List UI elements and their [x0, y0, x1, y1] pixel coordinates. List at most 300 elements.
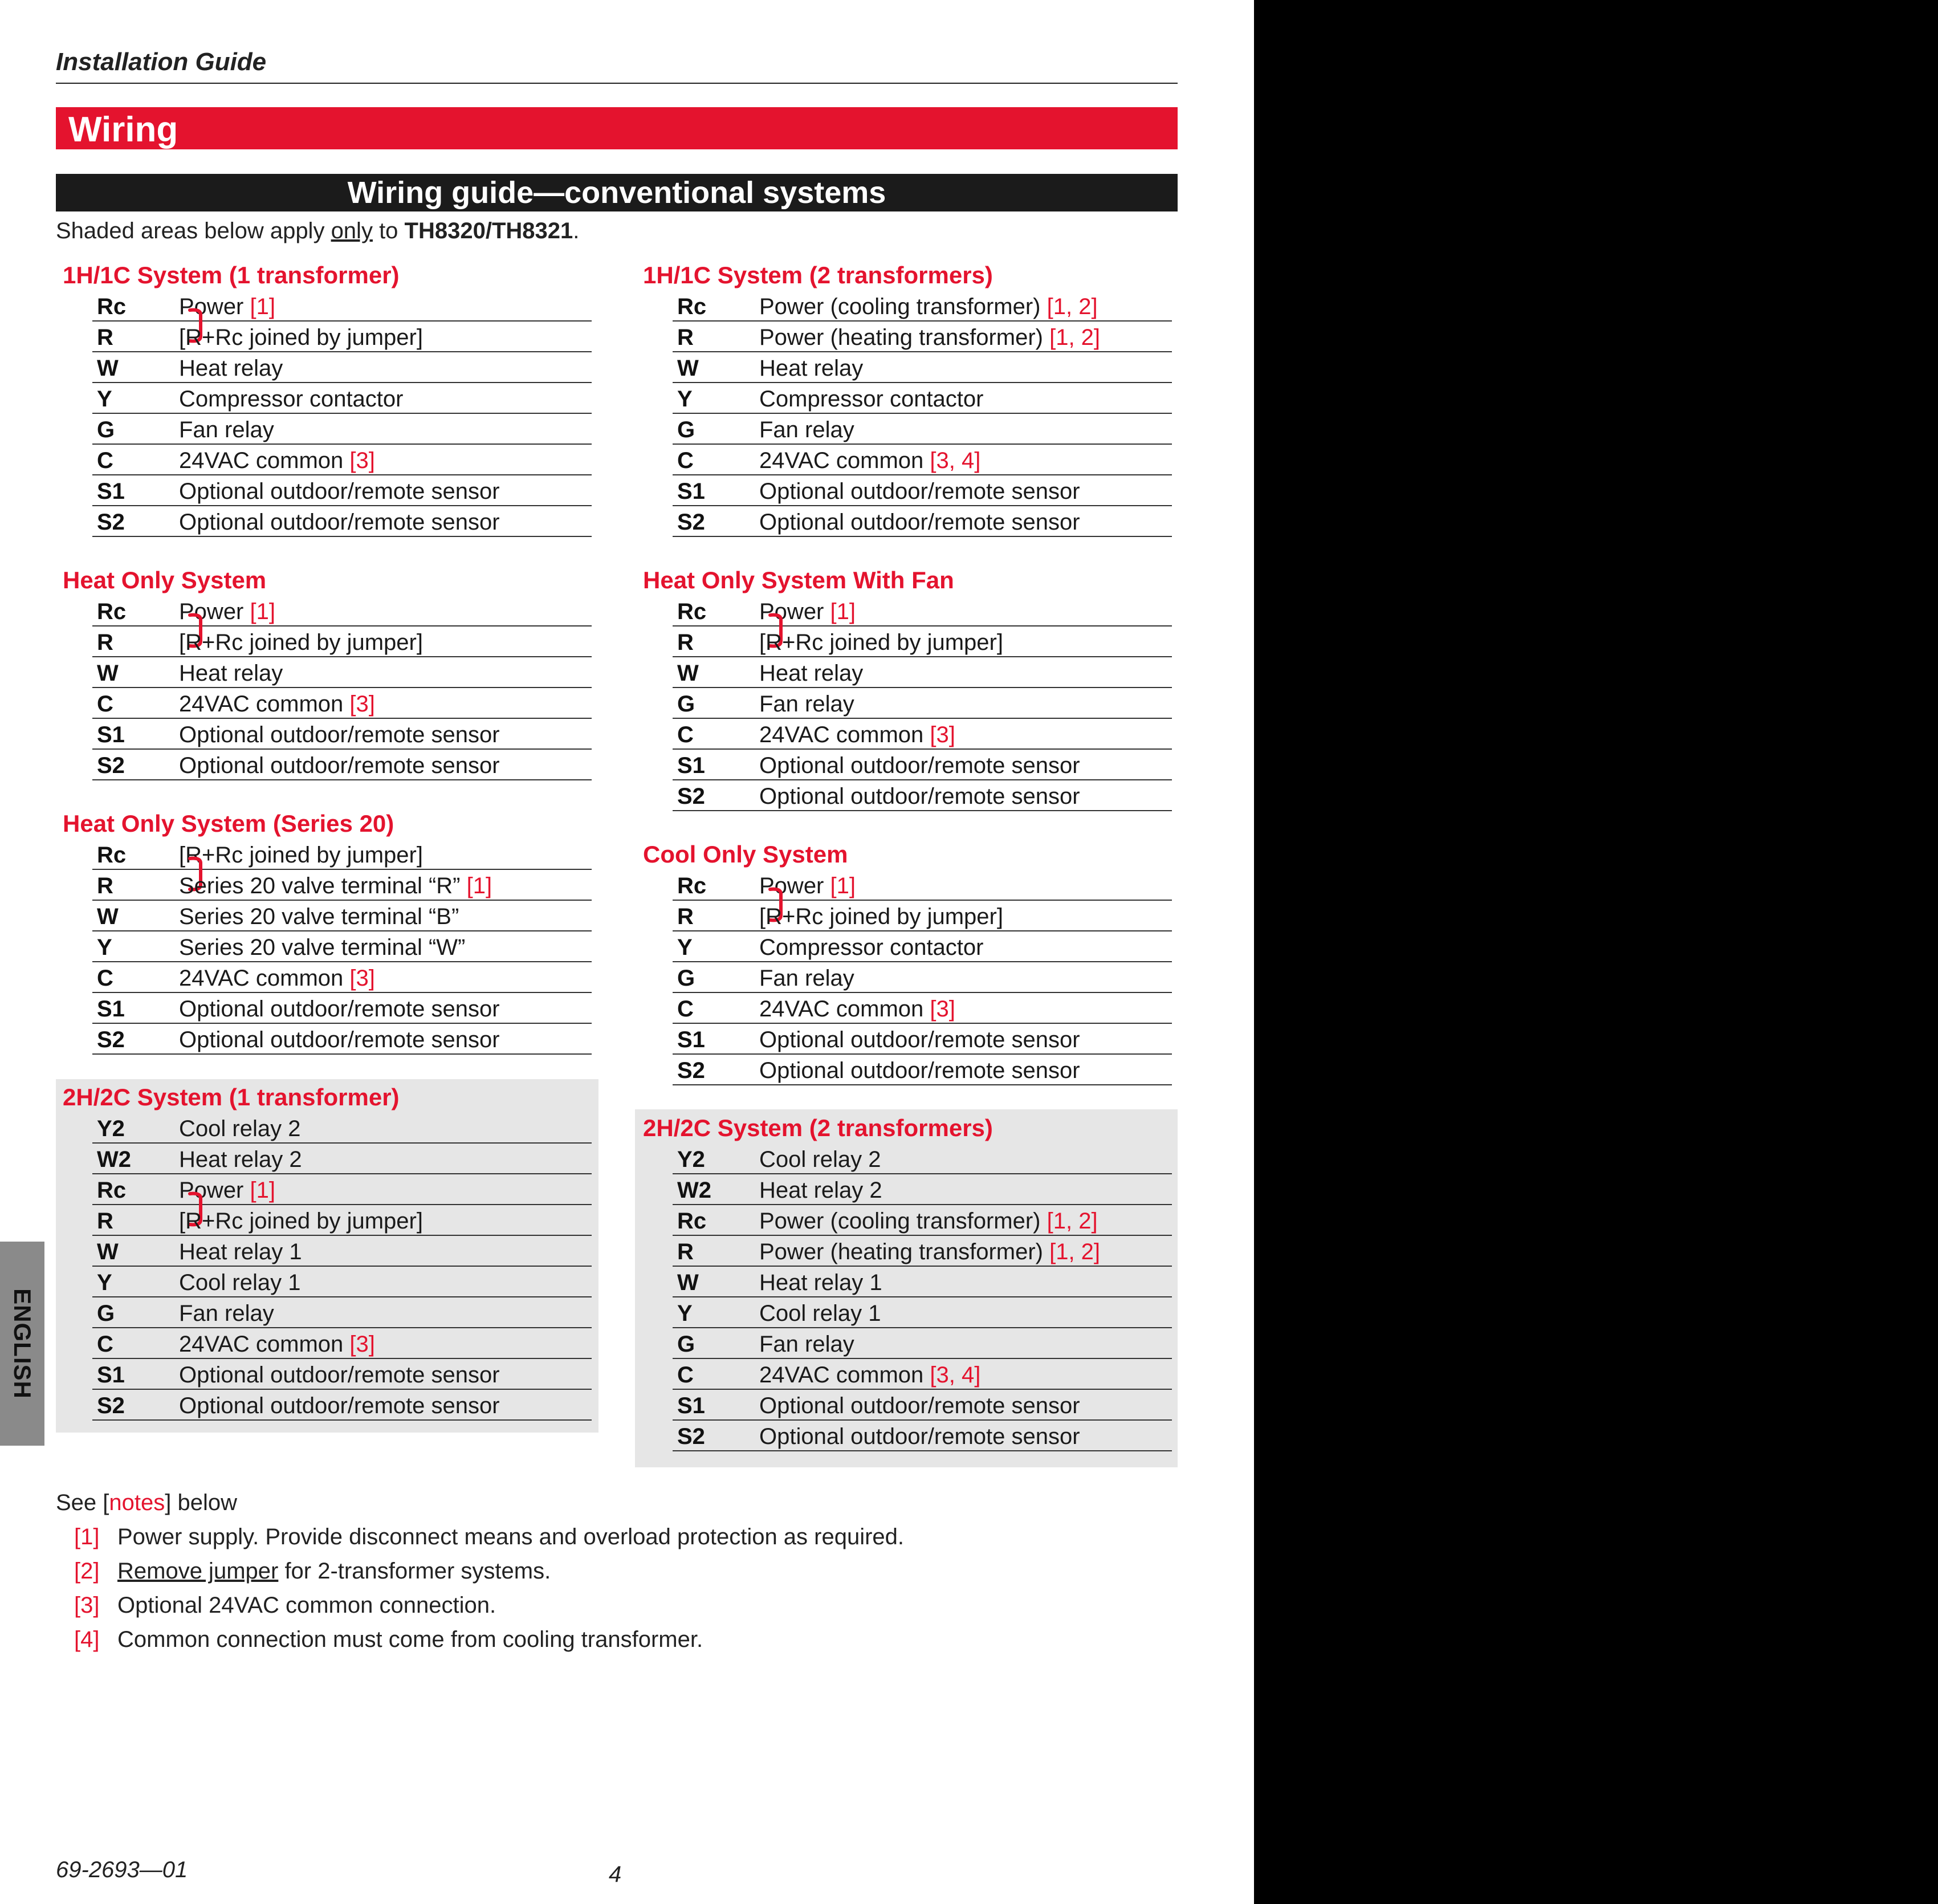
row-rule: [673, 536, 1172, 537]
description-text: Fan relay: [759, 417, 854, 442]
terminal-row: [92, 993, 592, 1024]
description-text: Heat relay: [759, 356, 864, 381]
terminal-label: R: [97, 630, 113, 655]
terminal-row: [92, 626, 592, 657]
terminal-row: [673, 596, 1172, 626]
system-table: [636, 565, 1161, 811]
terminal-label: Rc: [677, 1209, 707, 1234]
system-table: [56, 260, 580, 537]
terminal-row: [92, 414, 592, 445]
description-text: 24VAC common: [179, 966, 344, 991]
terminal-label: C: [97, 448, 113, 473]
terminal-row: [92, 352, 592, 383]
note-reference[interactable]: [3]: [349, 1332, 375, 1357]
note-number: [1]: [74, 1524, 100, 1549]
terminal-row: [673, 1421, 1172, 1451]
terminal-label: Rc: [97, 1178, 127, 1203]
description-text: Series 20 valve terminal “B”: [179, 904, 459, 929]
subsection-banner: [56, 174, 1178, 211]
terminal-row: [92, 1359, 592, 1390]
terminal-label: Y: [677, 1301, 693, 1326]
terminal-label: W2: [97, 1147, 131, 1172]
note-text: Common connection must come from cooling transformer.: [117, 1627, 703, 1652]
description-text: Fan relay: [759, 691, 854, 717]
terminal-label: Rc: [97, 843, 127, 868]
terminal-description: [759, 1058, 1080, 1084]
system-title: 2H/2C System (2 transformers): [643, 1114, 993, 1141]
system-title: 2H/2C System (1 transformer): [63, 1084, 400, 1110]
terminal-description: [759, 1239, 1100, 1265]
terminal-description: [759, 1209, 1098, 1234]
description-text: Cool relay 2: [179, 1116, 301, 1141]
terminal-description: [179, 935, 465, 961]
description-text: [R+Rc joined by jumper]: [759, 630, 1003, 655]
terminal-row: [92, 506, 592, 537]
terminal-row: [673, 506, 1172, 537]
row-rule: [92, 536, 592, 537]
description-text: Optional outdoor/remote sensor: [179, 753, 500, 778]
description-text: Power: [179, 1178, 244, 1203]
terminal-description: [179, 1209, 423, 1234]
row-rule: [673, 1450, 1172, 1451]
terminal-label: Rc: [677, 599, 707, 624]
intro-text-part: Shaded areas below apply: [56, 218, 331, 243]
terminal-label: Rc: [97, 599, 127, 624]
terminal-description: [179, 904, 459, 930]
terminal-label: R: [97, 873, 113, 898]
terminal-description: [759, 356, 863, 381]
terminal-label: W: [677, 661, 699, 686]
description-text: Heat relay 2: [179, 1147, 302, 1172]
terminal-label: W: [97, 356, 119, 381]
description-text: Fan relay: [759, 1332, 854, 1357]
terminal-row: [673, 1144, 1172, 1174]
terminal-description: [759, 661, 863, 686]
terminal-row: [92, 1024, 592, 1055]
terminal-row: [92, 870, 592, 901]
language-tab-label: ENGLISH: [9, 1288, 36, 1399]
note-reference[interactable]: [3, 4]: [930, 1362, 981, 1388]
terminal-row: [673, 1055, 1172, 1085]
terminal-label: S2: [677, 510, 705, 535]
terminal-description: [759, 387, 983, 412]
terminal-row: [92, 1390, 592, 1421]
terminal-row: [92, 1267, 592, 1297]
terminal-row: [673, 1267, 1172, 1297]
terminal-label: G: [97, 417, 115, 442]
terminal-row: [673, 1390, 1172, 1421]
terminal-description: [759, 294, 1098, 320]
description-text: Cool relay 2: [759, 1147, 881, 1172]
terminal-label: W: [97, 661, 119, 686]
terminal-row: [673, 780, 1172, 811]
row-rule: [673, 1084, 1172, 1085]
description-text: [R+Rc joined by jumper]: [179, 843, 423, 868]
terminal-row: [92, 322, 592, 352]
terminal-label: Rc: [677, 873, 707, 898]
description-text: Heat relay: [759, 661, 864, 686]
terminal-label: W2: [677, 1178, 711, 1203]
terminal-label: C: [677, 996, 694, 1022]
terminal-label: S2: [97, 510, 125, 535]
terminal-description: [179, 479, 500, 505]
terminal-row: [92, 839, 592, 870]
description-text: Power (heating transformer): [759, 1239, 1043, 1264]
notes-intro: [56, 1490, 237, 1516]
terminal-row: [673, 931, 1172, 962]
terminal-row: [673, 688, 1172, 719]
terminal-description: [179, 661, 283, 686]
terminal-label: G: [677, 966, 695, 991]
description-text: Cool relay 1: [179, 1270, 301, 1295]
terminal-label: C: [677, 1362, 694, 1388]
terminal-description: [759, 510, 1080, 535]
terminal-description: [179, 1270, 300, 1296]
system-title: Heat Only System: [63, 567, 267, 593]
terminal-label: Y2: [677, 1147, 705, 1172]
system-table: [636, 1113, 1161, 1451]
terminal-row: [92, 475, 592, 506]
terminal-description: [759, 996, 955, 1022]
terminal-description: [759, 904, 1003, 930]
terminal-row: [92, 596, 592, 626]
terminal-description: [759, 722, 955, 748]
row-rule: [92, 1419, 592, 1421]
terminal-row: [673, 1297, 1172, 1328]
terminal-description: [179, 387, 403, 412]
terminal-label: S2: [677, 1058, 705, 1083]
note-reference[interactable]: [3, 4]: [930, 448, 981, 473]
terminal-row: [92, 1113, 592, 1144]
terminal-description: [179, 356, 283, 381]
terminal-label: R: [97, 325, 113, 350]
terminal-label: C: [97, 691, 113, 717]
terminal-label: G: [677, 691, 695, 717]
description-text: [R+Rc joined by jumper]: [179, 1209, 423, 1234]
description-text: Fan relay: [759, 966, 854, 991]
terminal-row: [92, 1174, 592, 1205]
terminal-row: [92, 1328, 592, 1359]
note-text: Optional 24VAC common connection.: [117, 1593, 496, 1618]
description-text: Compressor contactor: [179, 387, 404, 412]
terminal-row: [673, 1024, 1172, 1055]
terminal-row: [673, 414, 1172, 445]
terminal-row: [673, 352, 1172, 383]
description-text: 24VAC common: [179, 691, 344, 717]
terminal-label: Rc: [677, 294, 707, 319]
terminal-row: [92, 719, 592, 750]
description-text: Cool relay 1: [759, 1301, 881, 1326]
terminal-label: G: [677, 417, 695, 442]
terminal-row: [673, 962, 1172, 993]
row-rule: [673, 810, 1172, 811]
terminal-row: [92, 1205, 592, 1236]
terminal-label: R: [677, 630, 694, 655]
note-reference[interactable]: [1, 2]: [1049, 1239, 1101, 1264]
terminal-row: [92, 1236, 592, 1267]
terminal-description: [179, 1116, 300, 1142]
row-rule: [92, 1053, 592, 1055]
description-text: Power (cooling transformer): [759, 1209, 1041, 1234]
description-text: 24VAC common: [179, 1332, 344, 1357]
terminal-row: [92, 657, 592, 688]
note-1: [74, 1524, 904, 1550]
terminal-label: S2: [677, 784, 705, 809]
note-number: [3]: [74, 1593, 100, 1618]
terminal-label: C: [677, 448, 694, 473]
terminal-label: S1: [677, 1393, 705, 1418]
note-text: for 2-transformer systems.: [278, 1559, 551, 1584]
terminal-description: [179, 417, 274, 443]
description-text: Optional outdoor/remote sensor: [759, 1393, 1080, 1418]
description-text: 24VAC common: [179, 448, 344, 473]
note-reference[interactable]: [1, 2]: [1049, 325, 1101, 350]
description-text: Heat relay 1: [759, 1270, 882, 1295]
note-4: [74, 1627, 703, 1653]
terminal-row: [673, 383, 1172, 414]
terminal-label: S1: [677, 753, 705, 778]
description-text: 24VAC common: [759, 722, 924, 747]
note-reference[interactable]: [3]: [930, 722, 955, 747]
terminal-label: Y: [677, 935, 693, 960]
terminal-row: [92, 750, 592, 780]
note-reference[interactable]: [1]: [250, 294, 275, 319]
description-text: Optional outdoor/remote sensor: [759, 1424, 1080, 1449]
description-text: [R+Rc joined by jumper]: [179, 325, 423, 350]
description-text: Compressor contactor: [759, 387, 984, 412]
notes-link[interactable]: notes: [109, 1490, 165, 1515]
terminal-description: [759, 753, 1080, 779]
terminal-label: Rc: [97, 294, 127, 319]
terminal-label: S1: [677, 479, 705, 504]
terminal-label: S1: [677, 1027, 705, 1052]
terminal-description: [759, 691, 854, 717]
note-reference[interactable]: [1]: [466, 873, 492, 898]
terminal-row: [92, 901, 592, 931]
terminal-description: [179, 510, 500, 535]
terminal-row: [673, 291, 1172, 322]
description-text: Fan relay: [179, 417, 274, 442]
note-reference[interactable]: [1]: [250, 1178, 275, 1203]
terminal-description: [179, 843, 423, 868]
note-reference[interactable]: [1]: [830, 873, 856, 898]
system-table: [56, 565, 580, 780]
notes-intro-part: ] below: [165, 1490, 238, 1515]
terminal-label: S1: [97, 479, 125, 504]
black-margin-panel: [1254, 0, 1938, 1904]
intro-text: [56, 218, 579, 244]
terminal-description: [179, 1332, 375, 1357]
terminal-row: [92, 383, 592, 414]
note-reference[interactable]: [3]: [349, 448, 375, 473]
description-text: Optional outdoor/remote sensor: [179, 479, 500, 504]
terminal-label: C: [97, 1332, 113, 1357]
terminal-row: [673, 750, 1172, 780]
terminal-label: Y: [97, 935, 112, 960]
terminal-label: S1: [97, 1362, 125, 1388]
description-text: [R+Rc joined by jumper]: [759, 904, 1003, 929]
description-text: Heat relay 2: [759, 1178, 882, 1203]
description-text: Series 20 valve terminal “W”: [179, 935, 466, 960]
terminal-row: [673, 445, 1172, 475]
terminal-description: [759, 479, 1080, 505]
terminal-description: [759, 935, 983, 961]
subsection-title: Wiring guide—conventional systems: [347, 176, 886, 210]
terminal-label: W: [677, 356, 699, 381]
terminal-row: [673, 1328, 1172, 1359]
note-reference[interactable]: [1]: [830, 599, 856, 624]
description-text: Power: [179, 294, 244, 319]
terminal-description: [179, 1239, 302, 1265]
terminal-description: [759, 966, 854, 991]
description-text: Power (heating transformer): [759, 325, 1043, 350]
terminal-description: [759, 417, 854, 443]
note-text: Power supply. Provide disconnect means and overload protection as required.: [117, 1524, 905, 1549]
running-header: Installation Guide: [56, 48, 267, 76]
terminal-row: [92, 688, 592, 719]
terminal-description: [179, 325, 423, 351]
terminal-label: W: [677, 1270, 699, 1295]
system-title: Heat Only System With Fan: [643, 567, 954, 593]
terminal-label: S2: [97, 753, 125, 778]
description-text: 24VAC common: [759, 1362, 924, 1388]
system-table: [56, 1082, 580, 1421]
note-reference[interactable]: [3]: [349, 691, 375, 717]
note-reference[interactable]: [3]: [930, 996, 955, 1022]
row-rule: [92, 779, 592, 780]
description-text: Optional outdoor/remote sensor: [759, 753, 1080, 778]
terminal-description: [759, 784, 1080, 809]
section-banner: [56, 107, 1178, 149]
terminal-row: [92, 1297, 592, 1328]
document-number: 69-2693—01: [56, 1857, 188, 1882]
section-title: Wiring: [68, 110, 178, 149]
terminal-label: W: [97, 904, 119, 929]
page-number: 4: [609, 1862, 622, 1887]
terminal-description: [759, 1270, 882, 1296]
terminal-row: [673, 1236, 1172, 1267]
note-number: [4]: [74, 1627, 100, 1652]
terminal-label: R: [677, 904, 694, 929]
description-text: Heat relay: [179, 661, 283, 686]
model-numbers: TH8320/TH8321: [404, 218, 573, 243]
note-number: [2]: [74, 1559, 100, 1584]
note-reference[interactable]: [3]: [349, 966, 375, 991]
terminal-row: [673, 657, 1172, 688]
description-text: Optional outdoor/remote sensor: [179, 722, 500, 747]
terminal-label: R: [677, 325, 694, 350]
terminal-description: [179, 630, 423, 656]
terminal-row: [673, 1359, 1172, 1390]
header-rule: [56, 83, 1178, 84]
terminal-label: G: [677, 1332, 695, 1357]
terminal-description: [759, 1393, 1080, 1419]
system-table: [56, 808, 580, 1055]
intro-emphasis: only: [331, 218, 373, 243]
note-2: [74, 1559, 551, 1584]
description-text: Optional outdoor/remote sensor: [179, 1362, 500, 1388]
terminal-description: [759, 448, 980, 474]
description-text: Power: [759, 599, 824, 624]
description-text: Fan relay: [179, 1301, 274, 1326]
terminal-row: [673, 870, 1172, 901]
terminal-description: [759, 1147, 881, 1173]
terminal-description: [179, 1301, 274, 1327]
terminal-row: [673, 719, 1172, 750]
description-text: Optional outdoor/remote sensor: [179, 996, 500, 1022]
terminal-description: [759, 325, 1100, 351]
terminal-description: [179, 753, 500, 779]
terminal-description: [179, 996, 500, 1022]
note-reference[interactable]: [1, 2]: [1047, 294, 1098, 319]
terminal-label: Y: [677, 387, 693, 412]
terminal-description: [179, 448, 375, 474]
description-text: Optional outdoor/remote sensor: [759, 784, 1080, 809]
terminal-label: S1: [97, 996, 125, 1022]
language-tab: [0, 1242, 44, 1446]
terminal-description: [179, 722, 500, 748]
description-text: Compressor contactor: [759, 935, 984, 960]
description-text: [R+Rc joined by jumper]: [179, 630, 423, 655]
terminal-description: [759, 630, 1003, 656]
description-text: 24VAC common: [759, 996, 924, 1022]
terminal-row: [673, 901, 1172, 931]
description-text: Power: [179, 599, 244, 624]
description-text: Heat relay: [179, 356, 283, 381]
note-reference[interactable]: [1]: [250, 599, 275, 624]
system-title: 1H/1C System (1 transformer): [63, 262, 400, 288]
description-text: Optional outdoor/remote sensor: [179, 510, 500, 535]
terminal-description: [759, 1178, 882, 1203]
terminal-label: Y2: [97, 1116, 125, 1141]
terminal-label: C: [97, 966, 113, 991]
terminal-row: [92, 931, 592, 962]
description-text: Heat relay 1: [179, 1239, 302, 1264]
terminal-description: [759, 1027, 1080, 1053]
terminal-label: S2: [97, 1027, 125, 1052]
terminal-description: [759, 1332, 854, 1357]
system-title: Cool Only System: [643, 841, 848, 868]
description-text: Optional outdoor/remote sensor: [759, 1058, 1080, 1083]
terminal-label: S2: [677, 1424, 705, 1449]
terminal-row: [673, 1174, 1172, 1205]
terminal-description: [179, 691, 375, 717]
terminal-description: [179, 1027, 500, 1053]
terminal-description: [179, 1362, 500, 1388]
intro-text-part: .: [573, 218, 580, 243]
terminal-label: R: [677, 1239, 694, 1264]
terminal-row: [92, 291, 592, 322]
terminal-row: [92, 1144, 592, 1174]
terminal-row: [92, 445, 592, 475]
system-table: [636, 260, 1161, 537]
note-reference[interactable]: [1, 2]: [1047, 1209, 1098, 1234]
terminal-label: Y: [97, 387, 112, 412]
terminal-description: [759, 1362, 980, 1388]
description-text: Optional outdoor/remote sensor: [759, 479, 1080, 504]
description-text: Optional outdoor/remote sensor: [759, 1027, 1080, 1052]
terminal-label: S2: [97, 1393, 125, 1418]
system-table: [636, 839, 1161, 1085]
notes-intro-part: See [: [56, 1490, 109, 1515]
system-title: 1H/1C System (2 transformers): [643, 262, 993, 288]
description-text: Power: [759, 873, 824, 898]
description-text: Optional outdoor/remote sensor: [179, 1027, 500, 1052]
terminal-row: [673, 626, 1172, 657]
terminal-row: [673, 1205, 1172, 1236]
description-text: Series 20 valve terminal “R”: [179, 873, 461, 898]
system-title: Heat Only System (Series 20): [63, 810, 394, 837]
